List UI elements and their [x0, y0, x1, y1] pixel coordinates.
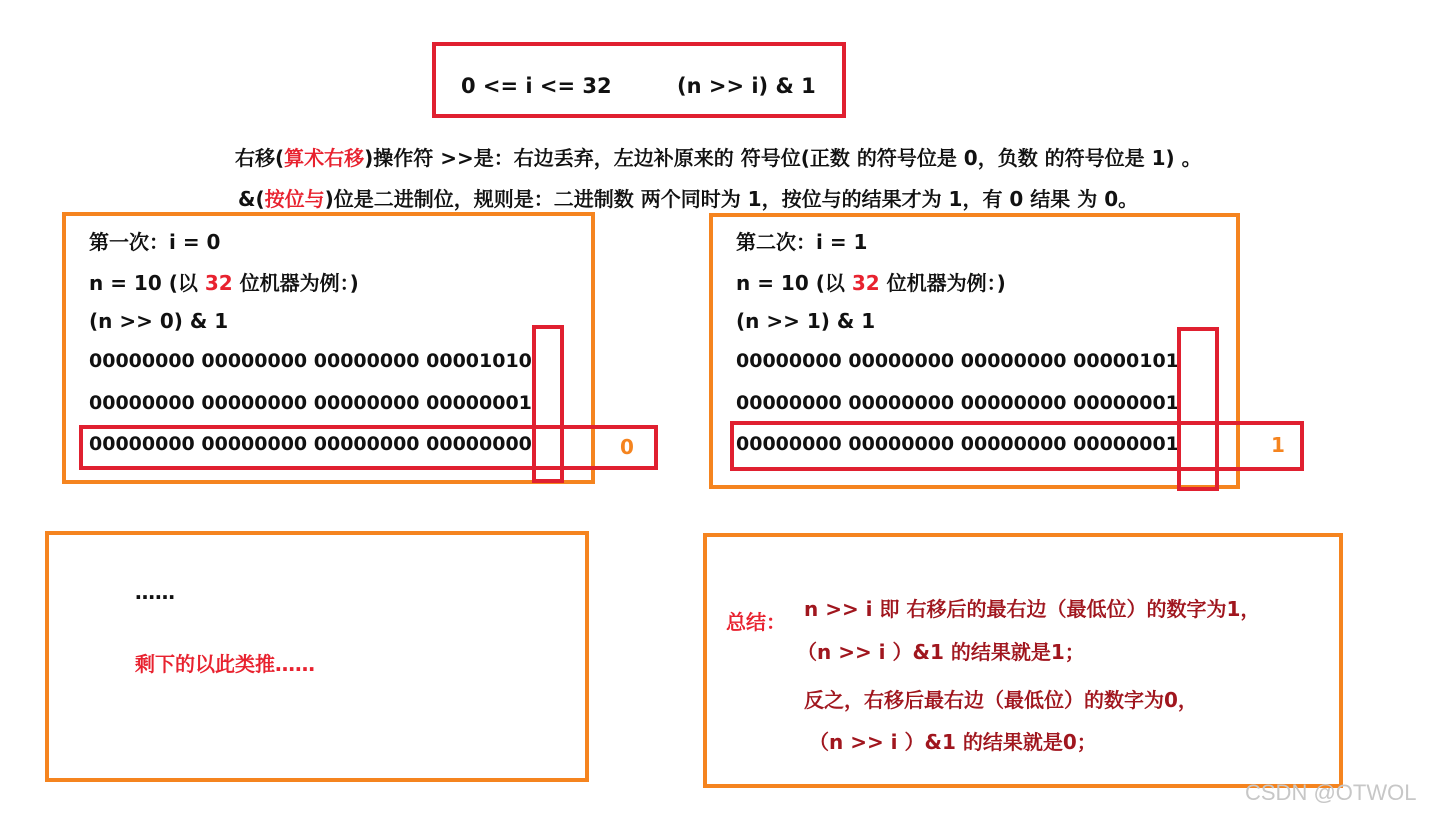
first-pass-n: n = 10 (以 32 位机器为例：) — [89, 271, 359, 295]
shift-rule: 右移(算术右移)操作符 >>是：右边丢弃，左边补原来的 符号位(正数 的符号位是 0，负数 的符号位是 1) 。 — [235, 146, 1202, 170]
second-pass-expr: (n >> 1) & 1 — [736, 309, 876, 333]
first-pass-result-box — [79, 425, 658, 470]
rest-box — [45, 531, 589, 782]
first-pass-result: 0 — [620, 435, 634, 459]
second-pass-lsb-box — [1177, 327, 1219, 491]
expression-text: (n >> i) & 1 — [677, 74, 816, 98]
watermark: CSDN @OTWOL — [1245, 780, 1417, 805]
rest-text: 剩下的以此类推…… — [135, 652, 315, 676]
summary-line3: 反之，右移后最右边（最低位）的数字为0， — [804, 688, 1198, 712]
second-pass-n: n = 10 (以 32 位机器为例：) — [736, 271, 1006, 295]
second-pass-row1: 00000000 00000000 00000000 00000101 — [736, 350, 1179, 372]
summary-line2: （n >> i ）&1 的结果就是1； — [797, 640, 1085, 664]
second-pass-row2: 00000000 00000000 00000000 00000001 — [736, 392, 1179, 414]
second-pass-row3: 00000000 00000000 00000000 00000001 — [736, 433, 1179, 455]
rest-dots: …… — [135, 580, 175, 604]
second-pass-result: 1 — [1271, 433, 1285, 457]
summary-label: 总结： — [726, 610, 786, 634]
first-pass-row2: 00000000 00000000 00000000 00000001 — [89, 392, 532, 414]
first-pass-expr: (n >> 0) & 1 — [89, 309, 229, 333]
first-pass-row1: 00000000 00000000 00000000 00001010 — [89, 350, 532, 372]
first-pass-lsb-box — [532, 325, 564, 483]
range-text: 0 <= i <= 32 — [461, 74, 612, 98]
and-rule: &(按位与)位是二进制位，规则是：二进制数 两个同时为 1，按位与的结果才为 1，有 0 结果 为 0。 — [238, 187, 1139, 211]
summary-line4: （n >> i ）&1 的结果就是0； — [809, 730, 1097, 754]
first-pass-title: 第一次：i = 0 — [89, 230, 221, 254]
second-pass-title: 第二次：i = 1 — [736, 230, 868, 254]
first-pass-row3: 00000000 00000000 00000000 00000000 — [89, 433, 532, 455]
summary-line1: n >> i 即 右移后的最右边（最低位）的数字为1， — [804, 597, 1261, 621]
